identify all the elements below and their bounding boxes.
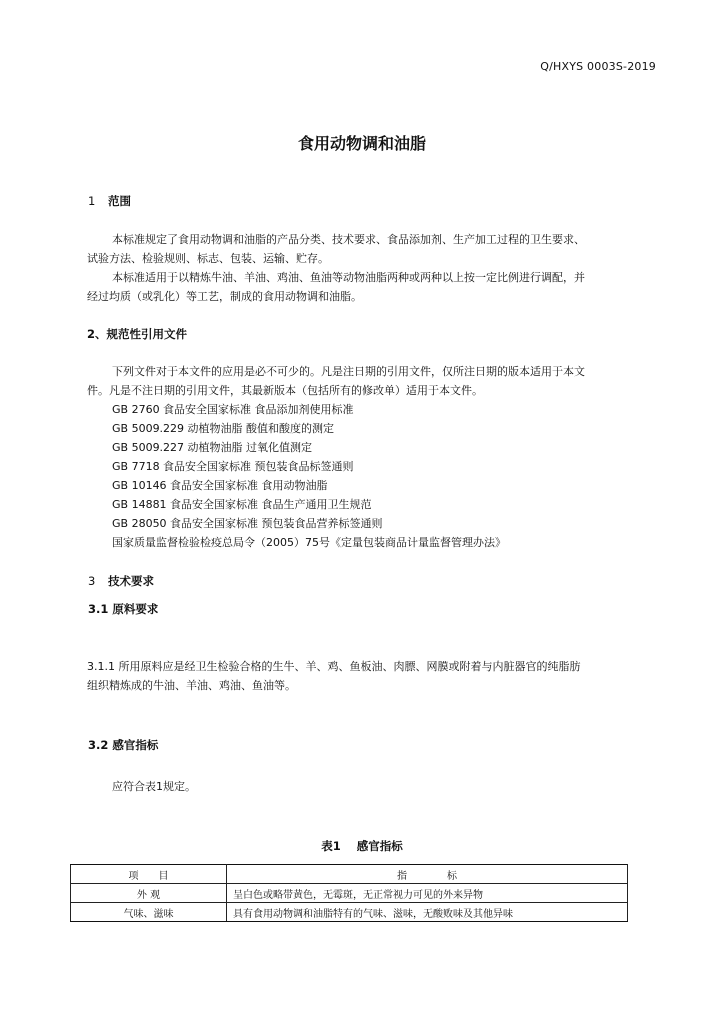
table-cell-indicator: 呈白色或略带黄色，无霉斑，无正常视力可见的外来异物 bbox=[227, 884, 628, 903]
scope-paragraph-2-line-2: 经过均质（或乳化）等工艺，制成的食用动物调和油脂。 bbox=[87, 290, 362, 303]
section-title: 技术要求 bbox=[108, 574, 154, 588]
reference-item: GB 2760 食品安全国家标准 食品添加剂使用标准 bbox=[112, 403, 354, 416]
table-row bbox=[71, 884, 628, 903]
table-header-row bbox=[71, 865, 628, 884]
raw-material-line-1: 3.1.1 所用原料应是经卫生检验合格的生牛、羊、鸡、鱼板油、肉膘、网膜或附着与内脏器官的纯脂肪 bbox=[87, 660, 581, 673]
table-cell-item: 外 观 bbox=[71, 884, 227, 903]
table-caption-title: 感官指标 bbox=[356, 839, 403, 853]
document-number: Q/HXYS 0003S-2019 bbox=[540, 60, 656, 73]
table-row bbox=[71, 903, 628, 922]
section-number: 3 bbox=[88, 574, 96, 588]
reference-item: GB 5009.227 动植物油脂 过氧化值测定 bbox=[112, 441, 313, 454]
scope-paragraph-2-line-1: 本标准适用于以精炼牛油、羊油、鸡油、鱼油等动物油脂两种或两种以上按一定比例进行调配，并 bbox=[112, 271, 585, 284]
section-2-heading: 2、规范性引用文件 bbox=[87, 327, 188, 341]
section-number: 1 bbox=[88, 194, 96, 208]
table-header-item: 项 目 bbox=[71, 865, 227, 884]
references-intro-line-2: 件。凡是不注日期的引用文件，其最新版本（包括所有的修改单）适用于本文件。 bbox=[87, 384, 483, 397]
section-3-heading bbox=[88, 573, 154, 589]
reference-item: GB 14881 食品安全国家标准 食品生产通用卫生规范 bbox=[112, 498, 372, 511]
references-intro-line-1: 下列文件对于本文件的应用是必不可少的。凡是注日期的引用文件，仅所注日期的版本适用于本文 bbox=[112, 365, 585, 378]
sensory-table bbox=[70, 864, 628, 922]
reference-item: GB 7718 食品安全国家标准 预包装食品标签通则 bbox=[112, 460, 354, 473]
table-cell-item: 气味、滋味 bbox=[71, 903, 227, 922]
subsection-3-2-heading: 3.2 感官指标 bbox=[88, 738, 159, 752]
reference-item: 国家质量监督检验检疫总局令（2005）75号《定量包装商品计量监督管理办法》 bbox=[112, 536, 506, 549]
reference-item: GB 10146 食品安全国家标准 食用动物油脂 bbox=[112, 479, 328, 492]
subsection-3-1-heading: 3.1 原料要求 bbox=[88, 602, 159, 616]
sensory-requirement-text: 应符合表1规定。 bbox=[112, 780, 196, 793]
section-1-heading bbox=[88, 193, 131, 209]
reference-item: GB 5009.229 动植物油脂 酸值和酸度的测定 bbox=[112, 422, 335, 435]
table-caption-number: 表1 bbox=[321, 839, 341, 853]
page-title: 食用动物调和油脂 bbox=[297, 134, 426, 153]
scope-paragraph-1-line-1: 本标准规定了食用动物调和油脂的产品分类、技术要求、食品添加剂、生产加工过程的卫生要求、 bbox=[112, 233, 585, 246]
reference-item: GB 28050 食品安全国家标准 预包装食品营养标签通则 bbox=[112, 517, 383, 530]
section-title: 范围 bbox=[108, 194, 131, 208]
table-header-indicator: 指 标 bbox=[227, 865, 628, 884]
scope-paragraph-1-line-2: 试验方法、检验规则、标志、包装、运输、贮存。 bbox=[87, 252, 329, 265]
raw-material-line-2: 组织精炼成的牛油、羊油、鸡油、鱼油等。 bbox=[87, 679, 296, 692]
table-caption bbox=[0, 838, 724, 854]
table-cell-indicator: 具有食用动物调和油脂特有的气味、滋味，无酸败味及其他异味 bbox=[227, 903, 628, 922]
